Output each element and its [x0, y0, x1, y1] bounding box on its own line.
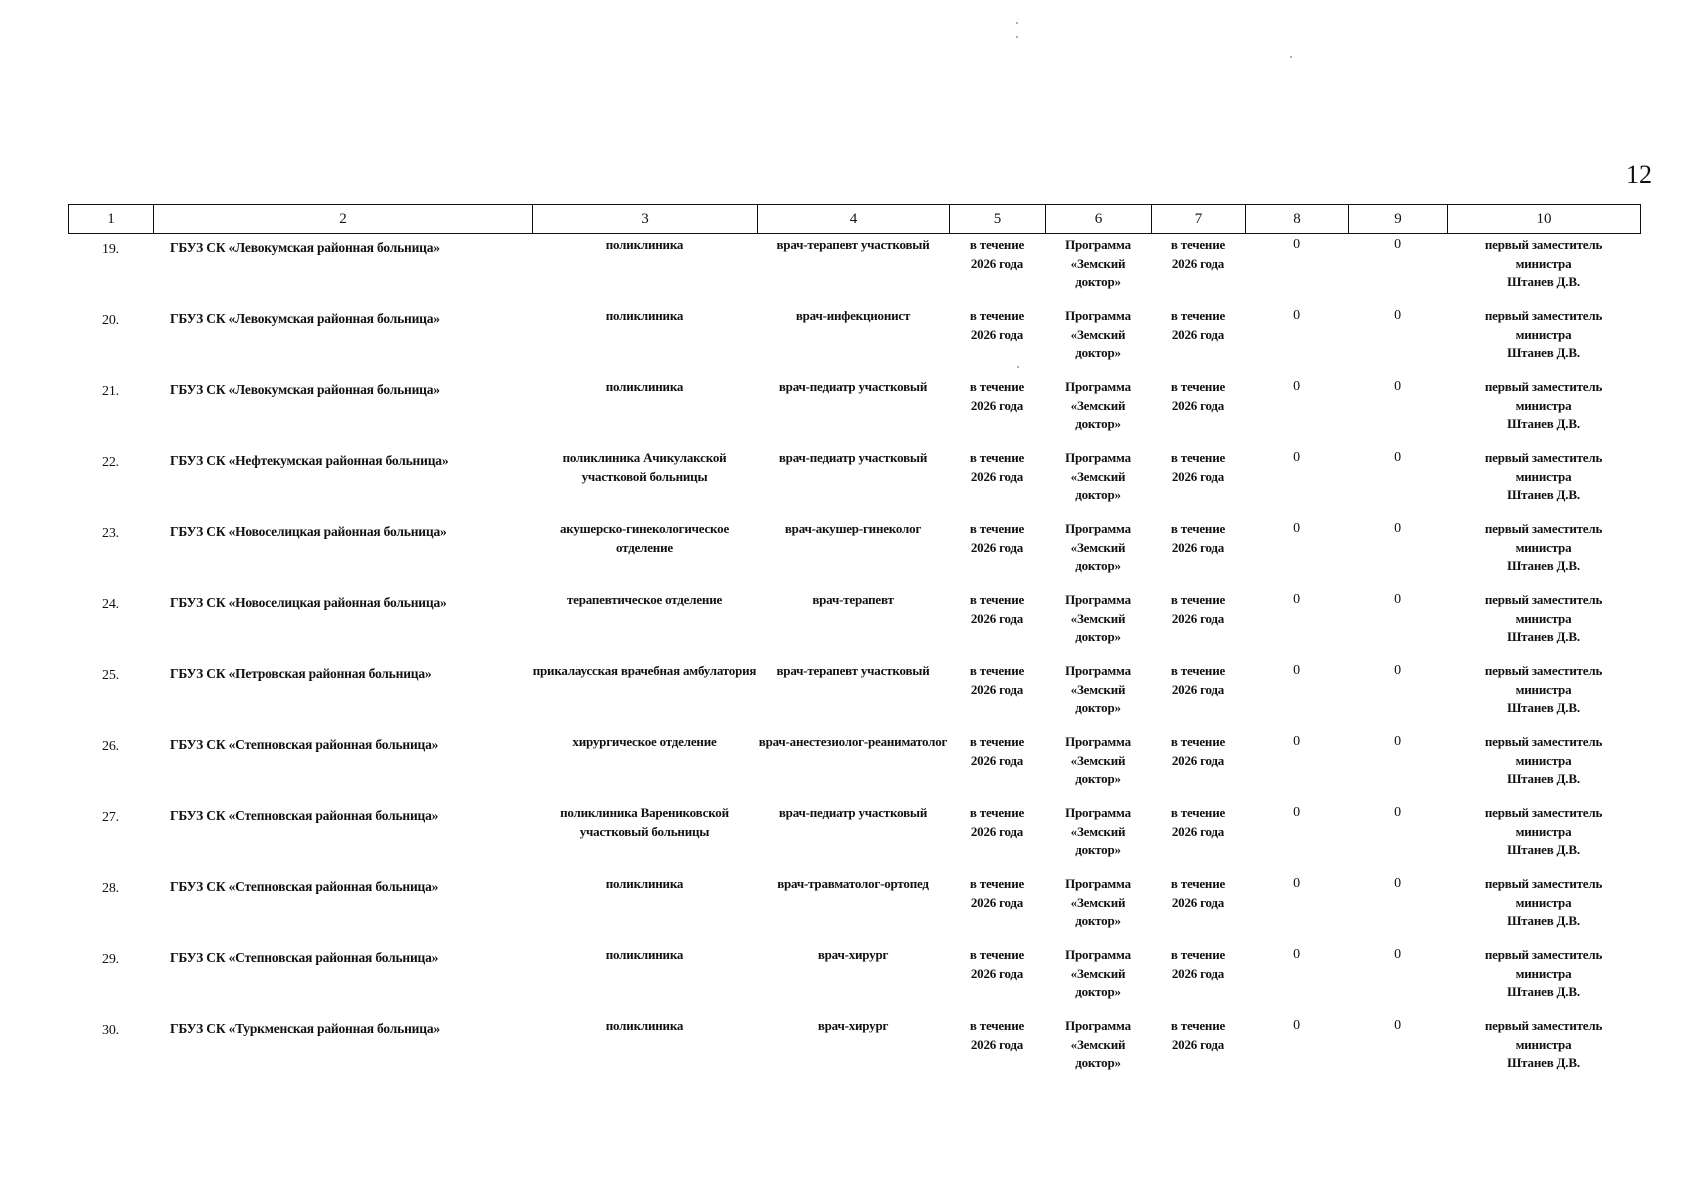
responsible-person	[1447, 731, 1640, 802]
period	[949, 1015, 1045, 1086]
deadline-line: в течение	[1170, 876, 1226, 891]
position: врач-педиатр участковый	[778, 805, 928, 820]
responsible-person-line: первый заместитель	[1484, 379, 1603, 394]
responsible-person	[1447, 518, 1640, 589]
deadline-line: в течение	[1170, 379, 1226, 394]
responsible-person-line: Штанев Д.В.	[1507, 771, 1580, 786]
program-line: Программа	[1065, 450, 1131, 465]
col8-value: 0	[1293, 663, 1300, 678]
responsible-person-line: первый заместитель	[1484, 521, 1603, 536]
program-line: «Земский	[1070, 468, 1126, 484]
department: поликлиника	[605, 947, 684, 962]
department: поликлиника	[605, 308, 684, 323]
period-line: 2026 года	[970, 255, 1024, 271]
period-line: 2026 года	[970, 894, 1024, 910]
responsible-person-line: министра	[1515, 681, 1572, 697]
col9-value: 0	[1394, 237, 1401, 252]
program-line: Программа	[1065, 734, 1131, 749]
deadline-line: 2026 года	[1171, 823, 1225, 839]
scan-speck	[1016, 22, 1018, 24]
col8-value: 0	[1293, 734, 1300, 749]
scan-speck	[1290, 56, 1292, 58]
deadline-line: 2026 года	[1171, 539, 1225, 555]
responsible-person	[1447, 873, 1640, 944]
program-line: доктор»	[1075, 771, 1121, 786]
row-number: 30.	[102, 1023, 119, 1038]
program-line: доктор»	[1075, 1055, 1121, 1070]
responsible-person-line: первый заместитель	[1484, 876, 1603, 891]
program	[1045, 944, 1151, 1015]
program-line: «Земский	[1070, 894, 1126, 910]
responsible-person	[1447, 376, 1640, 447]
header-cell-5: 5	[950, 205, 1046, 234]
deadline-line: в течение	[1170, 805, 1226, 820]
program-line: «Земский	[1070, 397, 1126, 413]
program-line: «Земский	[1070, 681, 1126, 697]
period-line: 2026 года	[970, 539, 1024, 555]
period-line: в течение	[969, 876, 1025, 891]
organization-name: ГБУЗ СК «Левокумская районная больница»	[170, 382, 440, 397]
position: врач-терапевт участковый	[776, 663, 930, 678]
position: врач-анестезиолог-реаниматолог	[758, 734, 948, 749]
program-line: доктор»	[1075, 274, 1121, 289]
responsible-person	[1447, 944, 1640, 1015]
program-line: доктор»	[1075, 842, 1121, 857]
responsible-person-line: министра	[1515, 610, 1572, 626]
responsible-person-line: первый заместитель	[1484, 734, 1603, 749]
program-line: доктор»	[1075, 487, 1121, 502]
col9-value: 0	[1394, 592, 1401, 607]
responsible-person-line: первый заместитель	[1484, 805, 1603, 820]
organization-name: ГБУЗ СК «Нефтекумская районная больница»	[170, 453, 449, 468]
responsible-person	[1447, 1015, 1640, 1086]
header-cell-8: 8	[1246, 205, 1349, 234]
deadline-line: 2026 года	[1171, 1036, 1225, 1052]
deadline	[1151, 944, 1245, 1015]
responsible-person-line: первый заместитель	[1484, 1018, 1603, 1033]
deadline-line: 2026 года	[1171, 255, 1225, 271]
responsible-person-line: Штанев Д.В.	[1507, 700, 1580, 715]
period-line: 2026 года	[970, 468, 1024, 484]
deadline-line: в течение	[1170, 947, 1226, 962]
deadline	[1151, 234, 1245, 305]
row-number: 28.	[102, 881, 119, 896]
period	[949, 731, 1045, 802]
header-cell-2: 2	[154, 205, 533, 234]
col8-value: 0	[1293, 308, 1300, 323]
department: поликлиника	[605, 379, 684, 394]
position: врач-инфекционист	[795, 308, 911, 323]
period-line: в течение	[969, 947, 1025, 962]
program-line: Программа	[1065, 521, 1131, 536]
responsible-person	[1447, 234, 1640, 305]
deadline-line: 2026 года	[1171, 894, 1225, 910]
position: врач-терапевт участковый	[776, 237, 930, 252]
program	[1045, 660, 1151, 731]
deadline	[1151, 1015, 1245, 1086]
responsible-person-line: министра	[1515, 397, 1572, 413]
header-cell-10: 10	[1448, 205, 1641, 234]
period	[949, 376, 1045, 447]
organization-name: ГБУЗ СК «Новоселицкая районная больница»	[170, 524, 447, 539]
responsible-person-line: министра	[1515, 468, 1572, 484]
period	[949, 802, 1045, 873]
period-line: 2026 года	[970, 823, 1024, 839]
header-cell-3: 3	[533, 205, 758, 234]
organization-name: ГБУЗ СК «Степновская районная больница»	[170, 808, 439, 823]
period	[949, 873, 1045, 944]
program-line: доктор»	[1075, 700, 1121, 715]
deadline-line: в течение	[1170, 1018, 1226, 1033]
table-body	[68, 234, 1640, 1086]
period	[949, 589, 1045, 660]
period-line: в течение	[969, 734, 1025, 749]
row-number: 22.	[102, 455, 119, 470]
col8-value: 0	[1293, 521, 1300, 536]
organization-name: ГБУЗ СК «Степновская районная больница»	[170, 737, 439, 752]
period-line: 2026 года	[970, 610, 1024, 626]
organization-name: ГБУЗ СК «Левокумская районная больница»	[170, 240, 440, 255]
program-line: Программа	[1065, 379, 1131, 394]
deadline-line: в течение	[1170, 450, 1226, 465]
program-line: доктор»	[1075, 345, 1121, 360]
program-line: Программа	[1065, 237, 1131, 252]
row-number: 26.	[102, 739, 119, 754]
responsible-person-line: первый заместитель	[1484, 663, 1603, 678]
position: врач-акушер-гинеколог	[784, 521, 922, 536]
col9-value: 0	[1394, 521, 1401, 536]
position: врач-травматолог-ортопед	[777, 876, 929, 891]
responsible-person-line: министра	[1515, 823, 1572, 839]
col9-value: 0	[1394, 308, 1401, 323]
deadline-line: 2026 года	[1171, 326, 1225, 342]
responsible-person	[1447, 447, 1640, 518]
program-line: Программа	[1065, 947, 1131, 962]
col8-value: 0	[1293, 237, 1300, 252]
program-line: Программа	[1065, 663, 1131, 678]
period	[949, 518, 1045, 589]
deadline-line: в течение	[1170, 592, 1226, 607]
position: врач-педиатр участковый	[778, 379, 928, 394]
organization-name: ГБУЗ СК «Степновская районная больница»	[170, 950, 439, 965]
program-line: «Земский	[1070, 255, 1126, 271]
responsible-person	[1447, 802, 1640, 873]
col8-value: 0	[1293, 592, 1300, 607]
program-line: Программа	[1065, 876, 1131, 891]
responsible-person-line: Штанев Д.В.	[1507, 984, 1580, 999]
responsible-person-line: Штанев Д.В.	[1507, 274, 1580, 289]
deadline	[1151, 660, 1245, 731]
period-line: в течение	[969, 237, 1025, 252]
program-line: доктор»	[1075, 629, 1121, 644]
responsible-person-line: министра	[1515, 539, 1572, 555]
period-line: в течение	[969, 450, 1025, 465]
program	[1045, 802, 1151, 873]
responsible-person	[1447, 660, 1640, 731]
responsible-person-line: министра	[1515, 752, 1572, 768]
col8-value: 0	[1293, 1018, 1300, 1033]
row-number: 27.	[102, 810, 119, 825]
responsible-person-line: первый заместитель	[1484, 592, 1603, 607]
responsible-person	[1447, 589, 1640, 660]
period	[949, 944, 1045, 1015]
row-number: 19.	[102, 242, 119, 257]
program-line: «Земский	[1070, 326, 1126, 342]
period-line: 2026 года	[970, 965, 1024, 981]
program	[1045, 873, 1151, 944]
department: акушерско-гинекологическое отделение	[559, 521, 730, 555]
department: поликлиника	[605, 1018, 684, 1033]
responsible-person-line: Штанев Д.В.	[1507, 487, 1580, 502]
organization-name: ГБУЗ СК «Петровская районная больница»	[170, 666, 432, 681]
row-number: 25.	[102, 668, 119, 683]
col8-value: 0	[1293, 379, 1300, 394]
period-line: в течение	[969, 521, 1025, 536]
program-line: «Земский	[1070, 1036, 1126, 1052]
program	[1045, 518, 1151, 589]
deadline-line: в течение	[1170, 663, 1226, 678]
period-line: в течение	[969, 1018, 1025, 1033]
page-number: 12	[1626, 160, 1652, 189]
responsible-person-line: министра	[1515, 965, 1572, 981]
program	[1045, 376, 1151, 447]
department: поликлиника	[605, 237, 684, 252]
col9-value: 0	[1394, 947, 1401, 962]
organization-name: ГБУЗ СК «Степновская районная больница»	[170, 879, 439, 894]
deadline-line: в течение	[1170, 308, 1226, 323]
program	[1045, 731, 1151, 802]
row-number: 21.	[102, 384, 119, 399]
column-number-header	[68, 204, 1641, 234]
program	[1045, 1015, 1151, 1086]
deadline	[1151, 873, 1245, 944]
col8-value: 0	[1293, 876, 1300, 891]
period-line: 2026 года	[970, 326, 1024, 342]
deadline	[1151, 518, 1245, 589]
deadline-line: в течение	[1170, 521, 1226, 536]
position: врач-терапевт	[812, 592, 894, 607]
col8-value: 0	[1293, 805, 1300, 820]
period	[949, 234, 1045, 305]
deadline	[1151, 589, 1245, 660]
deadline-line: 2026 года	[1171, 397, 1225, 413]
col9-value: 0	[1394, 450, 1401, 465]
program-line: «Земский	[1070, 823, 1126, 839]
responsible-person-line: Штанев Д.В.	[1507, 416, 1580, 431]
deadline-line: 2026 года	[1171, 468, 1225, 484]
col8-value: 0	[1293, 947, 1300, 962]
responsible-person-line: первый заместитель	[1484, 308, 1603, 323]
department: хирургическое отделение	[572, 734, 717, 749]
responsible-person-line: министра	[1515, 255, 1572, 271]
responsible-person-line: первый заместитель	[1484, 237, 1603, 252]
period-line: в течение	[969, 805, 1025, 820]
program-line: доктор»	[1075, 984, 1121, 999]
deadline	[1151, 376, 1245, 447]
period-line: в течение	[969, 308, 1025, 323]
responsible-person-line: Штанев Д.В.	[1507, 558, 1580, 573]
department: прикалаусская врачебная амбулатория	[532, 663, 757, 678]
program-line: доктор»	[1075, 416, 1121, 431]
deadline	[1151, 731, 1245, 802]
deadline-line: 2026 года	[1171, 681, 1225, 697]
program-line: доктор»	[1075, 913, 1121, 928]
header-cell-9: 9	[1349, 205, 1448, 234]
deadline-line: 2026 года	[1171, 965, 1225, 981]
department: терапевтическое отделение	[566, 592, 723, 607]
responsible-person-line: министра	[1515, 894, 1572, 910]
col9-value: 0	[1394, 805, 1401, 820]
period-line: в течение	[969, 663, 1025, 678]
header-cell-4: 4	[758, 205, 950, 234]
row-number: 23.	[102, 526, 119, 541]
col9-value: 0	[1394, 734, 1401, 749]
deadline-line: 2026 года	[1171, 610, 1225, 626]
position: врач-педиатр участковый	[778, 450, 928, 465]
program-line: «Земский	[1070, 965, 1126, 981]
deadline-line: в течение	[1170, 237, 1226, 252]
header-cell-6: 6	[1046, 205, 1152, 234]
deadline	[1151, 802, 1245, 873]
period	[949, 305, 1045, 376]
deadline-line: 2026 года	[1171, 752, 1225, 768]
period-line: в течение	[969, 379, 1025, 394]
row-number: 24.	[102, 597, 119, 612]
scan-speck	[1016, 36, 1018, 38]
responsible-person-line: Штанев Д.В.	[1507, 1055, 1580, 1070]
program-line: «Земский	[1070, 610, 1126, 626]
program-line: «Земский	[1070, 539, 1126, 555]
period-line: 2026 года	[970, 1036, 1024, 1052]
row-number: 20.	[102, 313, 119, 328]
responsible-person-line: Штанев Д.В.	[1507, 345, 1580, 360]
col9-value: 0	[1394, 876, 1401, 891]
period-line: в течение	[969, 592, 1025, 607]
department: поликлиника Ачикулакской участковой больницы	[562, 450, 727, 484]
col9-value: 0	[1394, 379, 1401, 394]
organization-name: ГБУЗ СК «Левокумская районная больница»	[170, 311, 440, 326]
program-line: Программа	[1065, 308, 1131, 323]
header-cell-7: 7	[1152, 205, 1246, 234]
position: врач-хирург	[817, 1018, 889, 1033]
period-line: 2026 года	[970, 752, 1024, 768]
period	[949, 447, 1045, 518]
col8-value: 0	[1293, 450, 1300, 465]
program-line: Программа	[1065, 1018, 1131, 1033]
program	[1045, 305, 1151, 376]
responsible-person-line: Штанев Д.В.	[1507, 629, 1580, 644]
program-line: Программа	[1065, 592, 1131, 607]
program-line: Программа	[1065, 805, 1131, 820]
program-line: доктор»	[1075, 558, 1121, 573]
deadline	[1151, 447, 1245, 518]
program	[1045, 589, 1151, 660]
responsible-person-line: Штанев Д.В.	[1507, 842, 1580, 857]
organization-name: ГБУЗ СК «Туркменская районная больница»	[170, 1021, 440, 1036]
header-cell-1: 1	[69, 205, 154, 234]
responsible-person-line: первый заместитель	[1484, 947, 1603, 962]
row-number: 29.	[102, 952, 119, 967]
col9-value: 0	[1394, 663, 1401, 678]
col9-value: 0	[1394, 1018, 1401, 1033]
scan-speck	[1017, 366, 1019, 368]
department: поликлиника Варениковской участковый больницы	[560, 805, 729, 839]
deadline	[1151, 305, 1245, 376]
responsible-person-line: первый заместитель	[1484, 450, 1603, 465]
responsible-person-line: министра	[1515, 1036, 1572, 1052]
program	[1045, 234, 1151, 305]
program-line: «Земский	[1070, 752, 1126, 768]
department: поликлиника	[605, 876, 684, 891]
organization-name: ГБУЗ СК «Новоселицкая районная больница»	[170, 595, 447, 610]
responsible-person-line: Штанев Д.В.	[1507, 913, 1580, 928]
responsible-person	[1447, 305, 1640, 376]
deadline-line: в течение	[1170, 734, 1226, 749]
position: врач-хирург	[817, 947, 889, 962]
period-line: 2026 года	[970, 681, 1024, 697]
period-line: 2026 года	[970, 397, 1024, 413]
period	[949, 660, 1045, 731]
program	[1045, 447, 1151, 518]
responsible-person-line: министра	[1515, 326, 1572, 342]
